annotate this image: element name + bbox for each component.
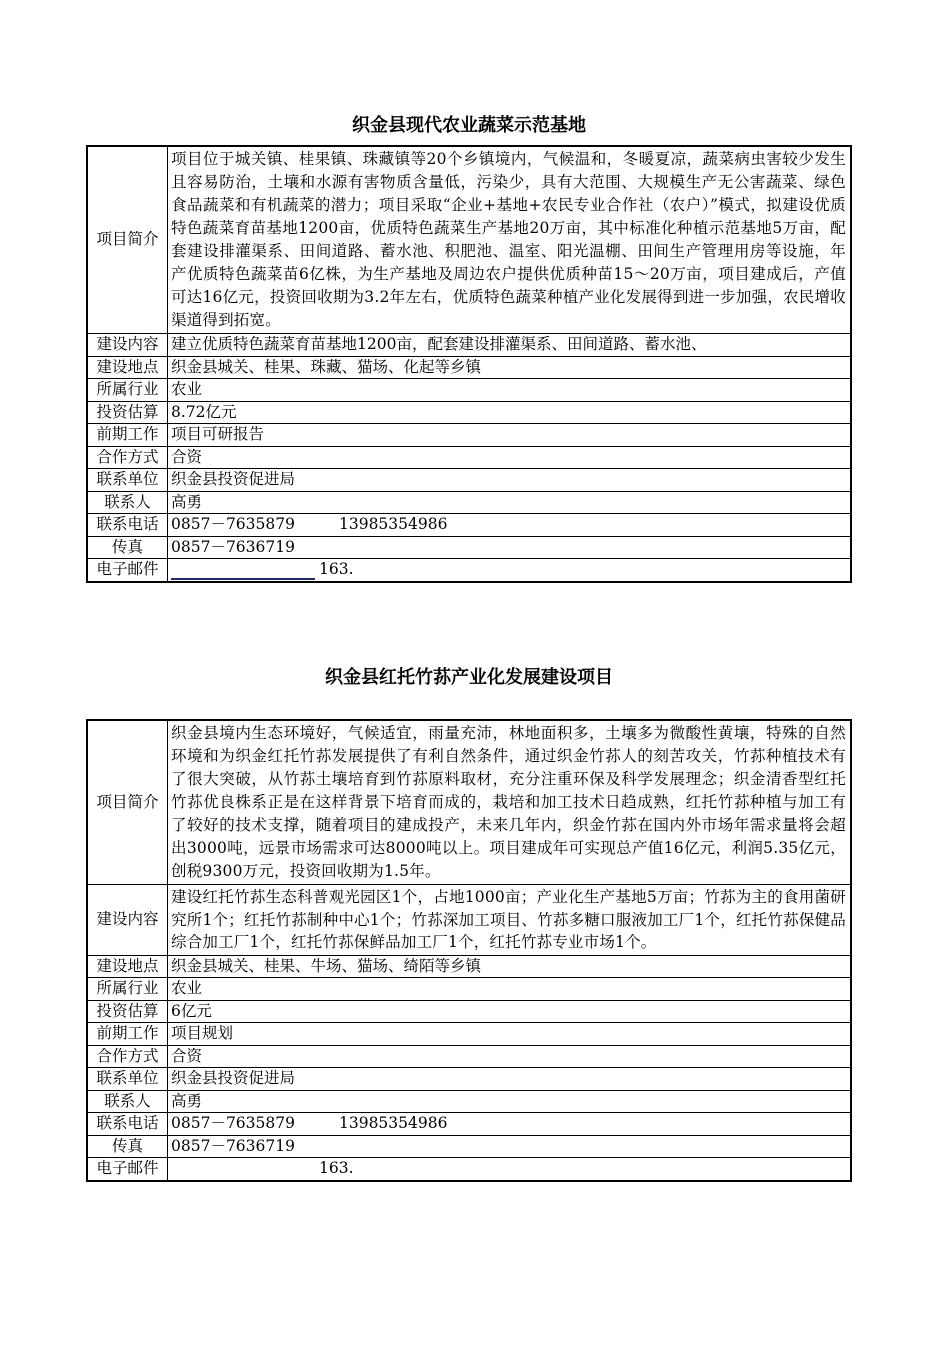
row-value-location: 织金县城关、桂果、珠藏、猫场、化起等乡镇 [168,356,852,379]
row-label-fax: 传真 [87,536,168,559]
email-link[interactable] [171,560,315,580]
phone-landline: 0857－7635879 [171,1114,295,1132]
row-value-fax: 0857－7636719 [168,536,852,559]
table-row [87,446,851,469]
row-label-intro: 项目简介 [87,146,168,334]
table-row [87,146,851,334]
row-label-industry: 所属行业 [87,978,168,1001]
table-row [87,978,851,1001]
phone-mobile: 13985354986 [338,515,448,533]
row-label-content: 建设内容 [87,885,168,956]
row-label-content: 建设内容 [87,334,168,357]
row-value-investment: 6亿元 [168,1000,852,1023]
table-row [87,469,851,492]
table-row [87,1000,851,1023]
row-label-prework: 前期工作 [87,1023,168,1046]
table-row [87,720,851,885]
row-value-industry: 农业 [168,978,852,1001]
table-row [87,1113,851,1136]
row-label-cooperation: 合作方式 [87,446,168,469]
row-label-contact: 联系人 [87,1090,168,1113]
table-row [87,356,851,379]
row-value-contact: 高勇 [168,1090,852,1113]
table-row [87,514,851,537]
table-row [87,491,851,514]
row-value-intro: 项目位于城关镇、桂果镇、珠藏镇等20个乡镇境内，气候温和，冬暖夏凉，蔬菜病虫害较少发生且容易防治，土壤和水源有害物质含量低，污染少，具有大范围、大规模生产无公害蔬菜、绿色食品蔬菜和有机蔬菜的潜力；项目采取“企业+基地+农民专业合作社（农户）”模式，拟建设优质特色蔬菜育苗基地1200亩，优质特色蔬菜生产基地20万亩，其中标准化种植示范基地5万亩，配套建设排灌渠系、田间道路、蓄水池、积肥池、温室、阳光温棚、田间生产管理用房等设施，年产优质特色蔬菜苗6亿株，为生产基地及周边农户提供优质种苗15～20万亩，项目建成后，产值可达16亿元，投资回收期为3.2年左右，优质特色蔬菜种植产业化发展得到进一步加强，农民增收渠道得到拓宽。 [168,146,852,334]
project-1-table [86,145,852,583]
project-1-title: 织金县现代农业蔬菜示范基地 [352,115,586,136]
email-domain: 163. [319,1159,354,1177]
row-value-prework: 项目可研报告 [168,424,852,447]
table-row [87,401,851,424]
table-row [87,1135,851,1158]
table-row [87,955,851,978]
row-label-investment: 投资估算 [87,1000,168,1023]
row-value-location: 织金县城关、桂果、牛场、猫场、绮陌等乡镇 [168,955,852,978]
row-value-fax: 0857－7636719 [168,1135,852,1158]
row-label-unit: 联系单位 [87,1068,168,1091]
row-value-email [168,1158,852,1181]
row-value-phone [168,1113,852,1136]
table-row [87,536,851,559]
row-label-contact: 联系人 [87,491,168,514]
row-value-industry: 农业 [168,379,852,402]
row-value-content: 建立优质特色蔬菜育苗基地1200亩，配套建设排灌渠系、田间道路、蓄水池、 [168,334,852,357]
row-label-investment: 投资估算 [87,401,168,424]
row-label-email: 电子邮件 [87,1158,168,1181]
email-domain: 163. [319,560,354,578]
row-label-cooperation: 合作方式 [87,1045,168,1068]
phone-mobile: 13985354986 [338,1114,448,1132]
table-row [87,1068,851,1091]
row-value-phone [168,514,852,537]
row-label-fax: 传真 [87,1135,168,1158]
table-row [87,1045,851,1068]
row-value-content: 建设红托竹荪生态科普观光园区1个，占地1000亩；产业化生产基地5万亩；竹荪为主的食用菌研究所1个；红托竹荪制种中心1个；竹荪深加工项目、竹荪多糖口服液加工厂1个，红托竹荪保健品综合加工厂1个，红托竹荪保鲜品加工厂1个，红托竹荪专业市场1个。 [168,885,852,956]
phone-landline: 0857－7635879 [171,515,295,533]
row-value-unit: 织金县投资促进局 [168,469,852,492]
row-label-phone: 联系电话 [87,1113,168,1136]
row-value-intro: 织金县境内生态环境好，气候适宜，雨量充沛，林地面积多，土壤多为微酸性黄壤，特殊的自然环境和为织金红托竹荪发展提供了有利自然条件，通过织金竹荪人的刻苦攻关，竹荪种植技术有了很大突破，从竹荪土壤培育到竹荪原料取材，充分注重环保及科学发展理念；织金清香型红托竹荪优良株系正是在这样背景下培育而成的，栽培和加工技术日趋成熟，红托竹荪种植与加工有了较好的技术支撑，随着项目的建成投产，未来几年内，织金竹荪在国内外市场年需求量将会超出3000吨，远景市场需求可达8000吨以上。项目建成年可实现总产值16亿元，利润5.35亿元，创税9300万元，投资回收期为1.5年。 [168,720,852,885]
table-row [87,1090,851,1113]
project-2-table [86,719,852,1182]
row-label-industry: 所属行业 [87,379,168,402]
row-value-email [168,559,852,582]
email-blank [171,1160,315,1178]
row-value-contact: 高勇 [168,491,852,514]
row-label-unit: 联系单位 [87,469,168,492]
row-label-intro: 项目简介 [87,720,168,885]
table-row [87,885,851,956]
table-row [87,379,851,402]
row-label-phone: 联系电话 [87,514,168,537]
table-row [87,559,851,582]
row-label-prework: 前期工作 [87,424,168,447]
row-value-investment: 8.72亿元 [168,401,852,424]
row-label-email: 电子邮件 [87,559,168,582]
table-row [87,1023,851,1046]
table-row [87,424,851,447]
project-2-title: 织金县红托竹荪产业化发展建设项目 [325,667,613,688]
row-value-cooperation: 合资 [168,1045,852,1068]
row-value-unit: 织金县投资促进局 [168,1068,852,1091]
row-value-prework: 项目规划 [168,1023,852,1046]
row-label-location: 建设地点 [87,356,168,379]
row-label-location: 建设地点 [87,955,168,978]
table-row [87,334,851,357]
table-row [87,1158,851,1181]
row-value-cooperation: 合资 [168,446,852,469]
